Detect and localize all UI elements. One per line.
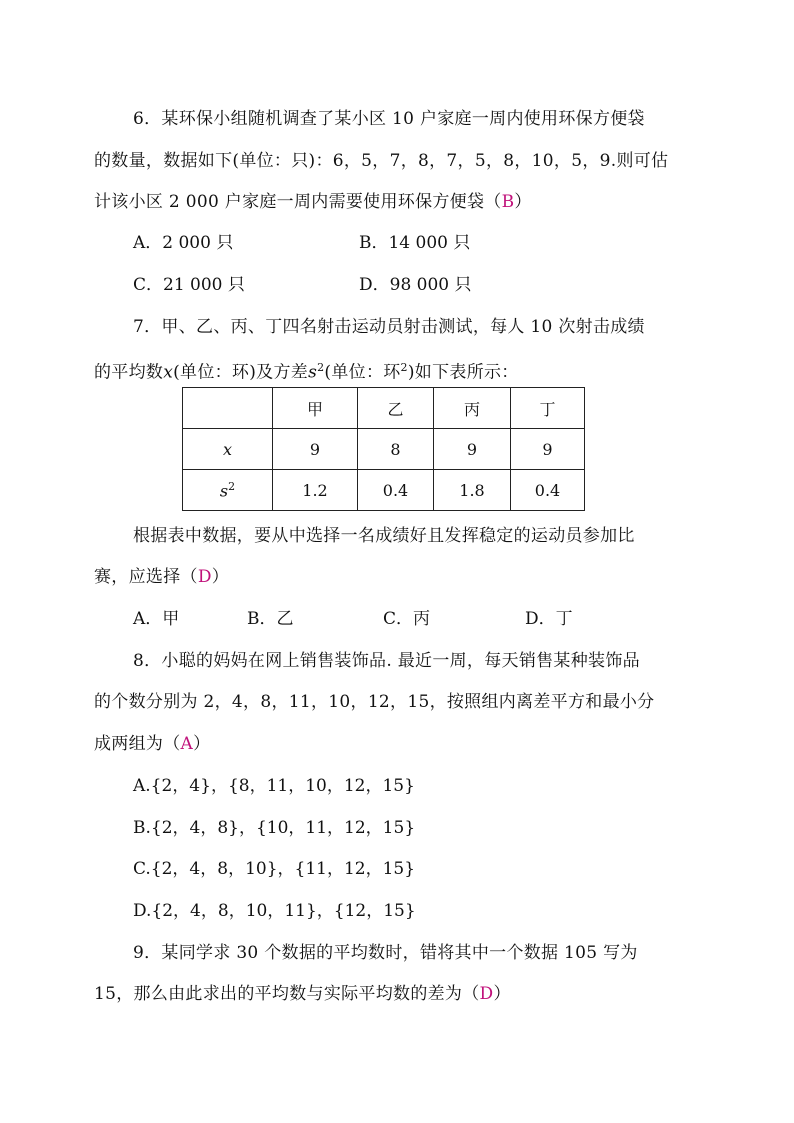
q8-line-3-text: 成两组为（	[94, 734, 181, 754]
q6-option-c: C．21 000 只	[133, 275, 245, 295]
q6-option-d: D．98 000 只	[359, 275, 472, 295]
q7-line-2d: )如下表所示：	[407, 362, 519, 383]
q7-line-2a: 的平均数	[94, 362, 164, 383]
q7-line-4-text: 赛，应选择（	[94, 567, 198, 587]
q6-close-paren: ）	[514, 192, 532, 212]
q7-line-2	[94, 357, 519, 384]
q7-line-3: 根据表中数据，要从中选择一名成绩好且发挥稳定的运动员参加比	[133, 526, 635, 546]
q6-line-1: 6．某环保小组随机调查了某小区 10 户家庭一周内使用环保方便袋	[133, 109, 645, 129]
q7-option-d: D．丁	[525, 609, 573, 629]
table-header-cell	[183, 388, 273, 429]
table-cell: 0.4	[511, 470, 585, 511]
q7-line-2b: (单位：环)及方差	[173, 362, 309, 383]
table-row-label	[183, 470, 273, 511]
table-row-label: x	[183, 429, 273, 470]
table-cell: 9	[434, 429, 511, 470]
table-header-cell: 乙	[358, 388, 434, 429]
q6-answer: B	[501, 192, 515, 212]
table-cell: 1.8	[434, 470, 511, 511]
q8-line-1: 8．小聪的妈妈在网上销售装饰品. 最近一周，每天销售某种装饰品	[133, 651, 640, 671]
q6-option-a: A．2 000 只	[133, 233, 234, 253]
q7-line-4	[94, 566, 229, 588]
q9-answer: D	[479, 984, 494, 1004]
q6-line-2: 的数量，数据如下(单位：只)：6，5，7，8，7，5，8，10，5，9.则可估	[94, 151, 669, 171]
table-sup-2: 2	[228, 479, 236, 493]
q9-line-2	[94, 983, 511, 1005]
q7-option-b: B．乙	[247, 609, 294, 629]
q6-line-3-text: 计该小区 2 000 户家庭一周内需要使用环保方便袋（	[94, 192, 502, 212]
q9-line-1: 9．某同学求 30 个数据的平均数时，错将其中一个数据 105 写为	[133, 943, 638, 963]
q7-stats-table	[182, 387, 585, 511]
q7-answer: D	[197, 567, 212, 587]
q8-option-c: C.{2，4，8，10}，{11，12，15}	[133, 859, 416, 879]
q7-var-s: s	[308, 362, 318, 383]
table-header-cell: 甲	[273, 388, 358, 429]
q7-close-paren: ）	[211, 567, 230, 587]
q7-option-a: A．甲	[133, 609, 180, 629]
q7-line-1: 7．甲、乙、丙、丁四名射击运动员射击测试，每人 10 次射击成绩	[133, 317, 645, 337]
q6-option-b: B．14 000 只	[359, 233, 471, 253]
q8-option-d: D.{2，4，8，10，11}，{12，15}	[133, 901, 416, 921]
q8-option-a: A.{2，4}，{8，11，10，12，15}	[133, 776, 415, 796]
table-var-s: s	[219, 481, 229, 501]
q8-line-2: 的个数分别为 2，4，8，11，10，12，15，按照组内离差平方和最小分	[94, 692, 655, 712]
table-row-variance	[183, 470, 585, 511]
table-row-mean	[183, 429, 585, 470]
q7-var-x: x	[163, 362, 174, 383]
q8-answer: A	[180, 734, 194, 754]
q6-line-3	[94, 191, 532, 213]
table-header-row	[183, 388, 585, 429]
q9-line-2-text: 15，那么由此求出的平均数与实际平均数的差为（	[94, 984, 480, 1004]
table-header-cell: 丙	[434, 388, 511, 429]
q7-sup-2b: 2	[400, 361, 408, 374]
q8-option-b: B.{2，4，8}，{10，11，12，15}	[133, 818, 416, 838]
table-cell: 9	[273, 429, 358, 470]
q8-close-paren: ）	[193, 734, 211, 754]
table-cell: 9	[511, 429, 585, 470]
table-header-cell: 丁	[511, 388, 585, 429]
table-cell: 0.4	[358, 470, 434, 511]
q9-close-paren: ）	[493, 984, 511, 1004]
q7-option-c: C．丙	[383, 609, 431, 629]
q7-sup-2a: 2	[317, 361, 325, 374]
q8-line-3	[94, 733, 210, 755]
table-cell: 8	[358, 429, 434, 470]
q7-line-2c: (单位：环	[324, 362, 401, 383]
table-cell: 1.2	[273, 470, 358, 511]
